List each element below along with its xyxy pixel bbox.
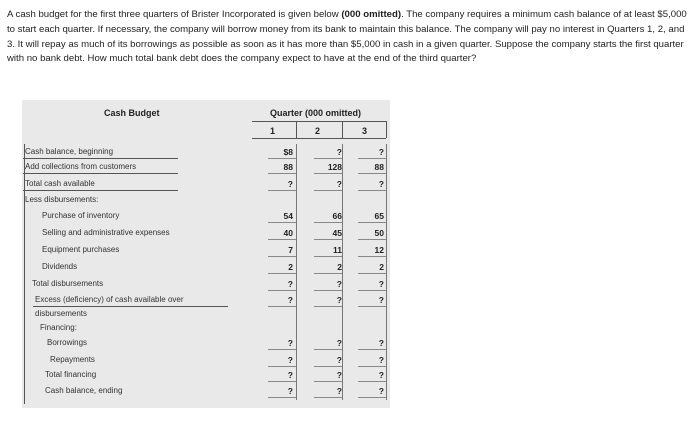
cell-underline [314, 239, 342, 240]
cell-underline [268, 256, 296, 257]
cell-q2: ? [336, 279, 342, 289]
cell-underline [314, 349, 342, 350]
cell-q2 [298, 322, 342, 334]
row-label: Total financing [45, 370, 97, 379]
cell-underline [268, 158, 296, 159]
col-header-1: 1 [270, 126, 276, 136]
cell-q1: $8 [283, 147, 293, 157]
header-divider [252, 121, 386, 122]
cell-q3 [340, 308, 384, 320]
cell-q1: 7 [288, 245, 293, 255]
cell-q3: ? [378, 179, 384, 189]
column-line-3 [386, 144, 387, 400]
cell-underline [314, 366, 342, 367]
table-row [22, 210, 390, 222]
table-row [22, 178, 390, 190]
cell-underline [268, 290, 296, 291]
cell-underline [268, 239, 296, 240]
row-label: Equipment purchases [42, 245, 120, 254]
cell-underline [314, 273, 342, 274]
table-row [22, 261, 390, 273]
cell-q3: 50 [374, 228, 384, 238]
row-label: Dividends [42, 262, 78, 271]
row-underline [33, 306, 228, 307]
cash-budget-table [22, 100, 390, 408]
cell-underline [314, 381, 342, 382]
cell-underline [358, 381, 386, 382]
row-label: Add collections from customers [25, 162, 137, 171]
cell-q2: ? [336, 179, 342, 189]
cell-q1: 88 [283, 162, 293, 172]
row-label: Excess (deficiency) of cash available over [35, 295, 184, 304]
cell-underline [358, 306, 386, 307]
question-part1: A cash budget for the first three quarters of Brister Incorporated is given below [7, 9, 342, 20]
cell-q2: ? [336, 147, 342, 157]
question-text [7, 8, 687, 67]
cell-q1: ? [287, 355, 293, 365]
cell-underline [268, 366, 296, 367]
cell-q1: ? [287, 295, 293, 305]
header-sep-1 [296, 121, 297, 138]
cell-q3: ? [378, 279, 384, 289]
table-row [22, 385, 390, 397]
cell-q3: ? [378, 386, 384, 396]
cell-q2: 11 [333, 245, 342, 255]
cell-q1 [249, 322, 293, 334]
table-row [22, 227, 390, 239]
table-row [22, 322, 390, 334]
cell-underline [358, 273, 386, 274]
cell-q1: ? [287, 370, 293, 380]
cell-q2: ? [336, 295, 342, 305]
cell-q1: ? [287, 279, 293, 289]
cell-underline [358, 222, 386, 223]
row-underline [23, 158, 178, 159]
cell-underline [314, 158, 342, 159]
cell-q3: ? [378, 338, 384, 348]
table-row [22, 294, 390, 306]
cell-underline [358, 366, 386, 367]
table-row [22, 369, 390, 381]
cell-underline [268, 381, 296, 382]
cell-q2: ? [336, 355, 342, 365]
cell-q3 [340, 322, 384, 334]
column-line-2 [342, 144, 343, 400]
cell-q3: ? [378, 355, 384, 365]
cell-q2: 66 [332, 211, 342, 221]
question-bold: (000 omitted) [341, 9, 402, 20]
table-row [22, 161, 390, 173]
cell-q3 [340, 194, 384, 206]
table-row [22, 146, 390, 158]
row-label: Cash balance, ending [45, 386, 123, 395]
cell-underline [314, 222, 342, 223]
cell-underline [268, 306, 296, 307]
cell-underline [358, 397, 386, 398]
table-row [22, 278, 390, 290]
cell-q2: ? [336, 370, 342, 380]
row-label: Less disbursements: [25, 195, 99, 204]
cell-underline [358, 239, 386, 240]
cell-q1: ? [287, 338, 293, 348]
cell-underline [358, 173, 386, 174]
cell-q3: 65 [374, 211, 384, 221]
cell-underline [358, 349, 386, 350]
cell-underline [314, 397, 342, 398]
question-part2: . The company requires a minimum cash balance of at least $5,000 to start each quarter. If necessary, the company will borrow money from its bank to maintain this balance. The company will pay no interest in Quarters 1, 2, and 3. It will repay as much of its borrowings as possible as soon as it has more than $5,000 in cash in a given quarter. Suppose the company starts the first quarter with no bank debt. How much total bank debt does the company expect to have at the end of the third quarter? [7, 9, 687, 65]
cell-q3: ? [378, 295, 384, 305]
table-row [22, 354, 390, 366]
cell-underline [358, 290, 386, 291]
row-underline [23, 173, 178, 174]
cell-underline [314, 190, 342, 191]
row-label: Cash balance, beginning [25, 147, 114, 156]
cell-q1 [249, 194, 293, 206]
cell-q2 [298, 308, 342, 320]
cell-underline [358, 158, 386, 159]
cell-q3: ? [378, 147, 384, 157]
cell-q3: 2 [379, 262, 384, 272]
quarter-header: Quarter (000 omitted) [270, 108, 362, 118]
header-sep-2 [342, 121, 343, 138]
cell-q1 [249, 308, 293, 320]
cell-q1: ? [287, 386, 293, 396]
cell-underline [268, 349, 296, 350]
row-underline [23, 190, 178, 191]
row-label: Total disbursements [32, 279, 104, 288]
col-header-2: 2 [315, 126, 321, 136]
table-row [22, 337, 390, 349]
cell-q3: 12 [374, 245, 384, 255]
cell-q2: 128 [327, 162, 342, 172]
row-label: Selling and administrative expenses [42, 228, 170, 237]
cell-underline [268, 397, 296, 398]
row-label: Borrowings [47, 338, 88, 347]
table-row [22, 308, 390, 320]
cell-q3: ? [378, 370, 384, 380]
table-row [22, 244, 390, 256]
cell-underline [268, 222, 296, 223]
row-label: Financing: [40, 323, 77, 332]
cell-underline [314, 256, 342, 257]
cell-q2: ? [336, 338, 342, 348]
row-label: Repayments [50, 355, 95, 364]
cell-underline [314, 173, 342, 174]
column-line-1 [296, 144, 297, 400]
cell-underline [268, 173, 296, 174]
row-label: Purchase of inventory [42, 211, 120, 220]
row-label: Total cash available [25, 179, 95, 188]
col-header-3: 3 [362, 126, 368, 136]
header-sep-3 [386, 121, 387, 138]
cell-q1: ? [287, 179, 293, 189]
cell-underline [358, 190, 386, 191]
cell-q2: 2 [337, 262, 342, 272]
cell-underline [268, 273, 296, 274]
subheader-divider [252, 138, 386, 139]
row-label: disbursements [35, 309, 88, 318]
cell-q2: 45 [332, 228, 342, 238]
cell-underline [268, 190, 296, 191]
cell-underline [314, 306, 342, 307]
cell-q2 [298, 194, 342, 206]
cell-q1: 40 [283, 228, 293, 238]
cell-q1: 2 [288, 262, 293, 272]
table-row [22, 194, 390, 206]
cell-underline [358, 256, 386, 257]
table-title: Cash Budget [104, 108, 160, 118]
cell-q1: 54 [283, 211, 293, 221]
cell-q2: ? [336, 386, 342, 396]
cell-q3: 88 [374, 162, 384, 172]
cell-underline [314, 290, 342, 291]
